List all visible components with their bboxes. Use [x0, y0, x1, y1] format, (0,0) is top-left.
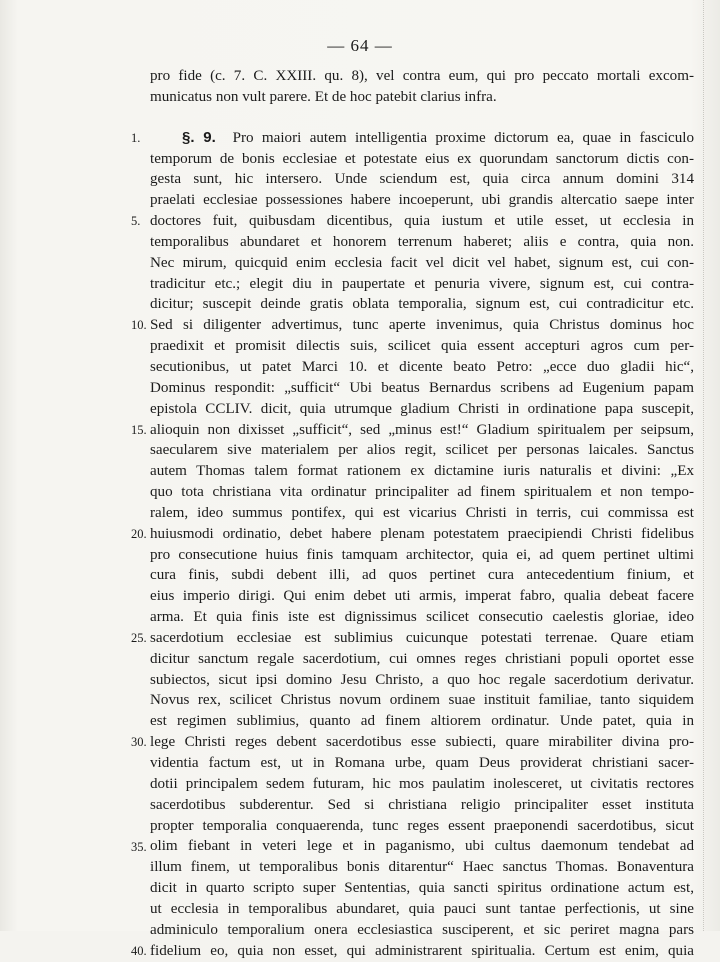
text-line-content: dotii principalem sedem futuram, hic mos paulatim inolesceret, ut civitatis rectores	[150, 775, 694, 792]
text-line	[150, 836, 694, 857]
text-block	[150, 66, 694, 961]
text-line-content: tradicitur etc.; elegit diu in paupertate et penuria vivere, signum est, cui contra-	[150, 275, 694, 292]
text-line-content: videntia factum est, ut in Romana urbe, quam Deus providerat christiani sacer-	[150, 755, 694, 771]
section-body	[150, 149, 694, 962]
text-line	[150, 294, 694, 315]
text-line	[150, 440, 694, 461]
text-line	[150, 670, 694, 691]
text-line-content: epistola CCLIV. dicit, quia utrumque gladium Christi in ordinatione papa suscepit,	[150, 400, 694, 417]
text-line-content: arma. Et quia finis iste est dignissimus scilicet consecutio caelestis gloriae, ideo	[150, 609, 694, 626]
page-edge-shadow	[703, 0, 718, 931]
text-line-content: praelati ecclesiae possessiones habere incoeperunt, ubi grandis altercatio saepe inter	[150, 192, 694, 209]
text-line	[150, 211, 694, 232]
text-line	[150, 941, 694, 962]
text-line	[150, 190, 694, 211]
text-line-content: alioquin non dixisset „sufficit“, sed „minus est!“ Gladium spiritualem per seipsum,	[150, 421, 694, 438]
text-line	[150, 274, 694, 295]
text-line-content: dicit in quarto scripto super Sententias, quia sancti spiritus ordinatione actum est,	[150, 880, 694, 897]
text-line-content: propter temporalia conquaerenda, tunc reges essent praeponendi sacerdotibus, sicut	[150, 817, 694, 834]
text-line-content: huiusmodi ordinatio, debet habere plenam potestatem praecipiendi Christi fidelibus	[150, 525, 694, 542]
margin-line-number: 5.	[131, 214, 141, 229]
text-line	[150, 711, 694, 732]
text-line-content: cura finis, subdi debent illi, ad quos pertinet cura antecedentium finium, et	[150, 567, 694, 584]
margin-line-number: 10.	[131, 318, 147, 333]
text-line	[150, 482, 694, 503]
section-mark: §. 9.	[182, 128, 216, 146]
text-line	[150, 795, 694, 816]
text-line	[150, 878, 694, 899]
margin-line-number: 30.	[131, 735, 147, 750]
margin-line-number: 20.	[131, 526, 147, 541]
text-line	[150, 149, 694, 170]
text-line	[150, 420, 694, 441]
text-line	[150, 503, 694, 524]
text-line	[150, 524, 694, 545]
paragraph-gap	[150, 108, 694, 128]
text-line-content: illum finem, ut temporalibus bonis ditarentur“ Haec sanctus Thomas. Bonaventura	[150, 859, 694, 876]
section-first-line	[150, 128, 694, 149]
text-line-content: sacerdotibus subderentur. Sed si christiana religio principaliter esset instituta	[150, 796, 694, 813]
text-line-content: Dominus respondit: „sufficit“ Ubi beatus Bernardus scribens ad Eugenium papam	[150, 379, 694, 396]
margin-line-number: 40.	[131, 943, 147, 958]
text-line-content: olim fiebant in veteri lege et in paganismo, ubi cultus daemonum tendebat ad	[150, 838, 694, 855]
text-line-content: temporalibus abundaret et honorem terrenum haberet; aliis e contra, quia non.	[150, 233, 694, 250]
text-line-content: dicitur sanctum regale sacerdotium, cui omnes reges christiani populi oportet esse	[150, 650, 694, 667]
margin-line-number: 15.	[131, 422, 147, 437]
text-line	[150, 565, 694, 586]
text-line	[150, 649, 694, 670]
text-line	[150, 336, 694, 357]
text-line	[150, 774, 694, 795]
text-line-content: lege Christi reges debent sacerdotibus esse subiecti, quare mirabiliter divina pro-	[150, 734, 694, 751]
text-line	[150, 399, 694, 420]
text-line-content: temporum de bonis ecclesiae et potestate eius ex quorundam sanctorum dictis con-	[150, 150, 694, 167]
margin-line-number: 35.	[131, 839, 147, 854]
text-line-content: eius imperio dirigi. Qui enim debet uti armis, imperat fabro, qualia debeat facere	[150, 588, 694, 605]
text-line-content: ut ecclesia in temporalibus abundaret, quia pauci sunt tantae perfectionis, ut sine	[150, 900, 694, 917]
text-line-content: fidelium eo, quia non esset, qui administrarent spiritualia. Certum est enim, quia	[150, 942, 694, 959]
text-line-content: adminiculo temporalium onera ecclesiastica susciperent, et sic periret magna pars	[150, 921, 694, 938]
intro-line-1	[150, 66, 694, 87]
text-line	[150, 753, 694, 774]
intro-line-2	[150, 87, 694, 108]
text-line-content: quo tota christiana vita ordinatur principaliter ad finem spiritualem et non tempo-	[150, 484, 694, 501]
text-line	[150, 816, 694, 837]
text-line	[150, 253, 694, 274]
section-first-line-text: Pro maiori autem intelligentia proxime dictorum ea, quae in fasciculo	[232, 129, 695, 146]
text-line	[150, 628, 694, 649]
text-line-content: saecularem sive materialem per alios regit, scilicet per personas laicales. Sanctus	[150, 442, 694, 459]
intro-line-2-text: municatus non vult parere. Et de hoc patebit clarius infra.	[150, 88, 497, 105]
text-line-content: pro consecutione huius finis tamquam architector, quia ei, ad quem pertinet ultimi	[150, 546, 694, 563]
text-line	[150, 899, 694, 920]
margin-line-number: 25.	[131, 631, 147, 646]
text-line-content: sacerdotium ecclesiae est sublimius cuicunque potestati terrenae. Quare etiam	[150, 629, 694, 646]
text-line	[150, 169, 694, 190]
text-line-content: autem Thomas talem format rationem ex dictamine iuris naturalis et divini: „Ex	[150, 463, 694, 480]
text-line	[150, 920, 694, 941]
text-line	[150, 857, 694, 878]
text-line-content: Nec mirum, quicquid enim ecclesia facit vel dicit vel habet, signum est, cui con-	[150, 254, 694, 271]
page-number: — 64 —	[327, 36, 393, 55]
text-line	[150, 607, 694, 628]
text-line	[150, 690, 694, 711]
intro-line-1-text: pro fide (c. 7. C. XXIII. qu. 8), vel contra eum, qui pro peccato mortali excom-	[150, 68, 694, 84]
text-line-content: subiectos, sicut ipsi domino Jesu Christo, a quo hoc regale sacerdotium derivatur.	[150, 671, 694, 688]
text-line	[150, 545, 694, 566]
text-line-content: Novus rex, scilicet Christus novum ordinem suae instituit familiae, tanto siquidem	[150, 692, 694, 709]
margin-line-number: 1.	[131, 130, 141, 145]
text-line	[150, 315, 694, 336]
text-line	[150, 378, 694, 399]
text-line	[150, 461, 694, 482]
text-line-content: dicitur; suscepit deinde gratis oblata temporalia, signum est, cui contradicitur etc.	[150, 296, 694, 313]
text-line	[150, 232, 694, 253]
text-line-content: ralem, ideo summus pontifex, qui est vicarius Christi in terris, cui commissa est	[150, 504, 694, 521]
text-line-content: doctores fuit, quibusdam dicentibus, quia iustum et utile esset, ut ecclesia in	[150, 213, 694, 230]
text-line	[150, 732, 694, 753]
text-line-content: praedixit et promisit dilectis suis, scilicet quia essent accepturi agros cum per-	[150, 338, 694, 355]
text-line-content: est regimen sublimius, quanto ad finem altiorem ordinatur. Unde patet, quia in	[150, 713, 694, 730]
text-line-content: Sed si diligenter advertimus, tunc aperte invenimus, quia Christus dominus hoc	[150, 317, 694, 334]
text-line-content: secutionibus, ut patet Marci 10. et dicente beato Petro: „ecce duo gladii hic“,	[150, 358, 694, 375]
text-line	[150, 586, 694, 607]
text-line	[150, 357, 694, 378]
text-line-content: gesta sunt, hic intersero. Unde sciendum est, quia circa annum domini 314	[150, 171, 694, 188]
